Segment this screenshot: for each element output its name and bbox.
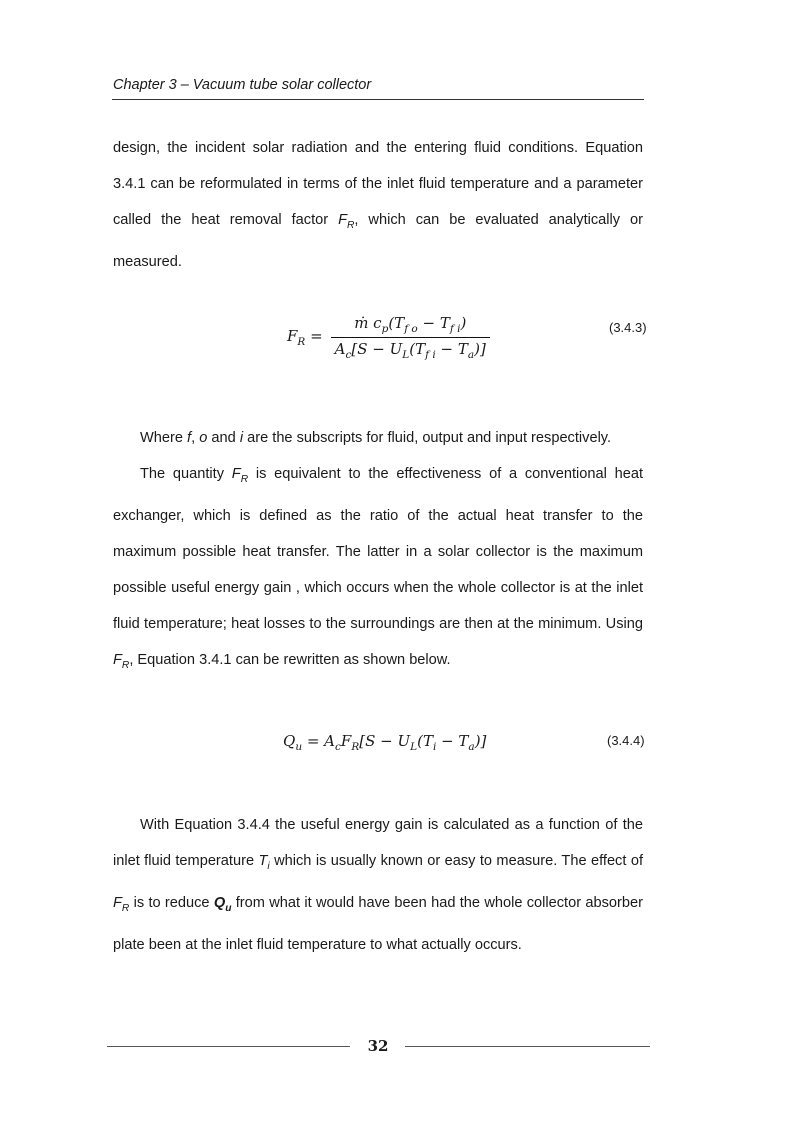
paragraph-1: design, the incident solar radiation and the entering fluid conditions. Equation 3.4.1 can be reformulated in terms of the inlet fluid temperature and a parameter called the heat removal factor $F_R$, which can be evaluated analytically or measured. xyxy=(113,140,644,270)
equation-number: (3.4.4) xyxy=(607,733,645,748)
header-rule xyxy=(112,99,644,100)
footer-rule-right xyxy=(405,1046,650,1047)
paragraph-3: The quantity $F_R$ is equivalent to the effectiveness of a conventional heat exchanger, which is defined as the ratio of the actual heat transfer to the maximum possible heat transfer. The latter in a solar collector is the maximum possible useful energy gain , which occurs when the whole collector is at the inlet fluid temperature; heat losses to the surroundings are then at the minimum. Using $F_R$, Equation 3.4.1 can be rewritten as shown below. xyxy=(113,466,643,671)
footer-rule-left xyxy=(107,1046,350,1047)
equation-3-4-4: $Q_u = A_cF_R[S - U_L(T_i - T_a)]$ xyxy=(283,732,487,753)
page-number: 32 xyxy=(367,1037,389,1055)
running-header: Chapter 3 – Vacuum tube solar collector xyxy=(113,77,372,93)
paragraph-4: With Equation 3.4.4 the useful energy gain is calculated as a function of the inlet fluid temperature $T_i$ which is usually known or easy to measure. The effect of $F_R$ is to reduce $Q_u$ from what it would have been had the whole collector absorber plate been at the inlet fluid temperature to what actually occurs. xyxy=(113,817,643,953)
equation-denominator: $A_c[S - U_L(T_{f i} - T_a)]$ xyxy=(334,340,486,361)
equation-lhs: $F_R$ = xyxy=(287,327,323,348)
equation-3-4-3 xyxy=(287,312,490,363)
paragraph-2: Where f, o and i are the subscripts for fluid, output and input respectively. xyxy=(140,430,612,446)
equation-number: (3.4.3) xyxy=(609,320,647,335)
equation-numerator: ṁ $c_p(T_{f o} - T_{f i})$ xyxy=(354,314,467,335)
